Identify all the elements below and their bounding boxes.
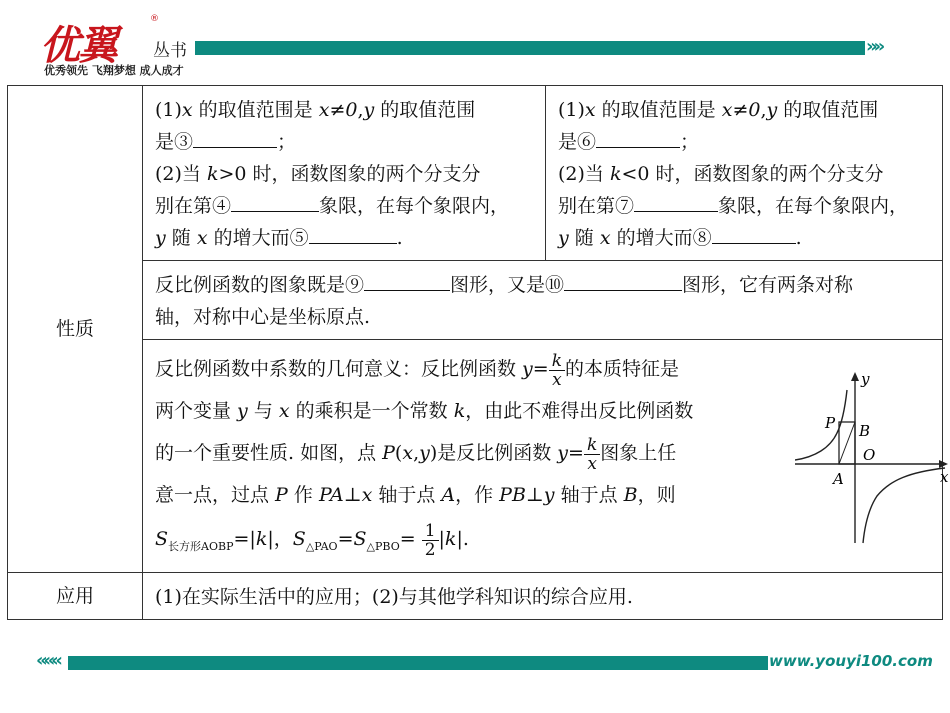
text: 反比例函数中系数的几何意义：反比例函数 — [155, 358, 523, 380]
header — [0, 0, 950, 85]
text: <0 时，函数图象的两个分支分 — [621, 163, 884, 185]
text: . — [396, 227, 403, 249]
text: ； — [277, 131, 297, 153]
registered-mark: ® — [150, 14, 159, 24]
text: 的一个重要性质. 如图，点 — [155, 442, 383, 464]
text: 的本质特征是 — [565, 358, 680, 380]
var: x — [181, 99, 193, 121]
numerator: k — [549, 352, 565, 371]
var: k — [444, 528, 457, 550]
text: 的取值范围 — [777, 99, 879, 121]
text: 的增大而⑤ — [207, 227, 309, 249]
var: k — [609, 163, 622, 185]
text: ，由此不难得出反比例函数 — [465, 400, 694, 422]
text: 图形，它有两条对称 — [682, 274, 854, 296]
text: 的取值范围 — [374, 99, 476, 121]
text: 轴于点 — [554, 484, 624, 506]
label-x: x — [940, 468, 949, 486]
subscript: 长方形AOBP — [168, 539, 234, 553]
text: 别在第⑦ — [558, 195, 635, 217]
label-b: B — [859, 422, 871, 440]
text: 两个变量 — [155, 400, 238, 422]
slogan: 优秀领先 飞翔梦想 成人成才 — [44, 64, 184, 77]
text: (2)当 — [558, 163, 610, 185]
right-line-2 — [558, 126, 932, 158]
var: y — [155, 227, 166, 249]
symmetry-line-2: 轴，对称中心是坐标原点. — [155, 306, 371, 328]
var: x≠0 — [721, 99, 761, 121]
text: , — [413, 442, 420, 464]
text: 别在第④ — [155, 195, 232, 217]
text: )是反比例函数 — [429, 442, 558, 464]
subscript: △PAO — [305, 539, 338, 553]
chevron-right-icon: »» — [866, 36, 882, 57]
text: ，作 — [455, 484, 500, 506]
label-y: y — [861, 370, 870, 388]
var: y — [363, 99, 375, 121]
symmetry-line-1 — [155, 269, 932, 301]
left-line-3 — [155, 158, 535, 190]
text: (1) — [155, 99, 182, 121]
text: >0 时，函数图象的两个分支分 — [218, 163, 481, 185]
text: 的增大而⑧ — [610, 227, 712, 249]
text: 与 — [247, 400, 279, 422]
var: y — [522, 358, 533, 380]
text: . — [795, 227, 802, 249]
geo-line-2 — [155, 390, 775, 432]
text: (2)当 — [155, 163, 207, 185]
text: = — [399, 528, 422, 550]
var: k — [206, 163, 219, 185]
text: |. — [456, 528, 469, 550]
var: PA — [318, 484, 344, 506]
geometry-block — [155, 348, 949, 566]
right-line-4 — [558, 190, 932, 222]
left-line-5 — [155, 222, 535, 254]
subscript: △PBO — [366, 539, 400, 553]
geo-line-3 — [155, 432, 775, 474]
text: |， — [267, 528, 293, 550]
var: x — [402, 442, 414, 464]
var: P — [275, 484, 288, 506]
x-arrow-icon — [939, 460, 948, 468]
blank-10 — [564, 272, 682, 291]
branch-right — [863, 468, 945, 543]
label-a: A — [833, 470, 844, 488]
blank-9 — [364, 272, 450, 291]
var: x — [599, 227, 611, 249]
var: S — [155, 528, 169, 550]
var: x — [278, 400, 290, 422]
numerator: 1 — [422, 522, 439, 541]
var: y — [419, 442, 430, 464]
text: 图形，又是⑩ — [450, 274, 565, 296]
text: , — [760, 99, 767, 121]
properties-row-1 — [8, 86, 943, 261]
text: 的取值范围是 — [192, 99, 319, 121]
geo-line-1 — [155, 348, 775, 390]
var: y — [557, 442, 569, 464]
text: 随 — [568, 227, 600, 249]
text: 意一点，过点 — [155, 484, 276, 506]
application-row — [8, 573, 943, 620]
website-url: www.youyi100.com — [769, 652, 933, 670]
text: ⊥ — [525, 484, 544, 506]
text: 作 — [287, 484, 319, 506]
top-bar — [195, 41, 865, 55]
properties-row-2 — [8, 261, 943, 340]
text: 是⑥ — [558, 131, 597, 153]
fraction-one-half — [422, 522, 439, 559]
var: S — [292, 528, 306, 550]
geo-line-4 — [155, 474, 775, 516]
hyperbola-graph — [795, 368, 950, 548]
y-arrow-icon — [851, 372, 859, 381]
var: x≠0 — [318, 99, 358, 121]
text: 象限，在每个象限内， — [319, 195, 510, 217]
blank-5 — [309, 225, 397, 244]
var: y — [558, 227, 569, 249]
blank-6 — [596, 129, 680, 148]
denominator: 2 — [424, 539, 436, 560]
text: =| — [233, 528, 256, 550]
blank-8 — [712, 225, 796, 244]
application-label: 应用 — [8, 573, 143, 620]
diagonal — [839, 422, 855, 464]
properties-label: 性质 — [8, 86, 143, 573]
var: A — [441, 484, 456, 506]
text: = — [337, 528, 354, 550]
geometry-cell — [143, 340, 949, 573]
text: (1) — [558, 99, 585, 121]
var: x — [584, 99, 596, 121]
var: k — [453, 400, 466, 422]
text: 轴于点 — [372, 484, 442, 506]
blank-4 — [231, 193, 319, 212]
fraction-k-over-x-2 — [584, 436, 600, 473]
text: , — [357, 99, 364, 121]
right-line-5 — [558, 222, 932, 254]
text: 的乘积是一个常数 — [289, 400, 454, 422]
text: 的取值范围是 — [595, 99, 722, 121]
content-table — [7, 85, 949, 620]
var: x — [361, 484, 373, 506]
series-label: 丛书 — [153, 41, 187, 61]
application-text: (1)在实际生活中的应用；(2)与其他学科知识的综合应用. — [143, 573, 943, 620]
logo: 优翼 — [40, 23, 116, 69]
blank-3 — [193, 129, 277, 148]
text: 反比例函数的图象既是⑨ — [155, 274, 365, 296]
var: y — [543, 484, 555, 506]
text: 是③ — [155, 131, 194, 153]
text: ，则 — [637, 484, 676, 506]
numerator: k — [584, 436, 600, 455]
geometry-text — [155, 348, 775, 562]
var: y — [237, 400, 248, 422]
bottom-bar — [68, 656, 768, 670]
left-line-2 — [155, 126, 535, 158]
text: ( — [394, 442, 403, 464]
text: 图象上任 — [600, 442, 677, 464]
k-negative-cell — [546, 86, 943, 261]
text: ； — [680, 131, 700, 153]
var: x — [196, 227, 208, 249]
blank-7 — [634, 193, 718, 212]
text: ⊥ — [343, 484, 362, 506]
label-p: P — [825, 414, 836, 432]
denominator: x — [587, 453, 597, 474]
properties-row-3 — [8, 340, 943, 573]
symmetry-cell — [143, 261, 943, 340]
geo-line-5 — [155, 516, 775, 562]
fraction-k-over-x — [549, 352, 565, 389]
text: = — [532, 358, 549, 380]
right-line-3 — [558, 158, 932, 190]
var: k — [255, 528, 268, 550]
k-positive-cell — [143, 86, 546, 261]
chevron-left-icon: ««« — [36, 650, 59, 671]
left-line-1 — [155, 94, 535, 126]
left-line-4 — [155, 190, 535, 222]
var: y — [766, 99, 778, 121]
right-line-1 — [558, 94, 932, 126]
text: | — [438, 528, 445, 550]
var: PB — [499, 484, 526, 506]
var: S — [353, 528, 367, 550]
text: 随 — [165, 227, 197, 249]
denominator: x — [552, 369, 562, 390]
text: 象限，在每个象限内， — [718, 195, 909, 217]
var: B — [623, 484, 638, 506]
var: P — [382, 442, 395, 464]
text: = — [568, 442, 584, 464]
label-o: O — [863, 446, 876, 464]
